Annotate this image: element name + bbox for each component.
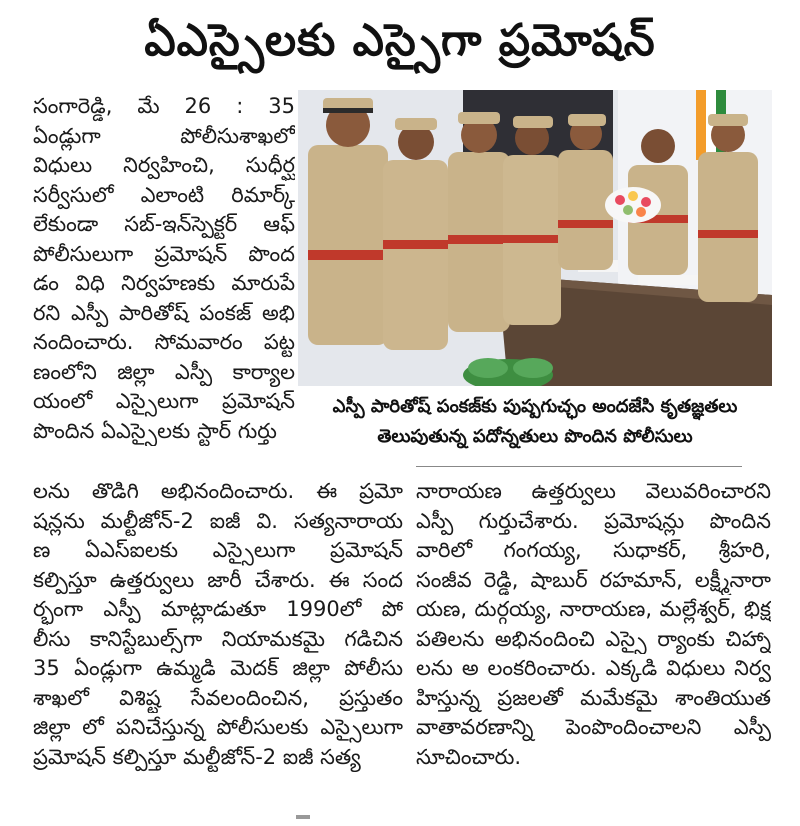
text-line: షన్లను మల్టీజోన్-2 ఐజీ వి. సత్యనారాయ	[33, 508, 403, 533]
article-column-left	[33, 92, 295, 446]
text-line: రని ఎస్పీ పారితోష్ పంకజ్ అభి	[33, 300, 295, 325]
text-line: ర్భంగా ఎస్పీ మాట్లాడుతూ 1990లో పో	[33, 597, 403, 621]
headline: ఏఎస్సైలకు ఎస్సైగా ప్రమోషన్	[144, 15, 656, 66]
text-line: ణంలోని జిల్లా ఎస్పీ కార్యాల	[33, 359, 295, 384]
photo-caption	[298, 392, 772, 464]
text-line: జిల్లా లో పనిచేస్తున్న పోలీసులకు ఎస్సైలుగా	[33, 715, 403, 739]
text-line: సర్వీసులో ఎలాంటి రిమార్క్	[33, 182, 295, 207]
article-column-right	[416, 477, 771, 772]
text-line: ణ ఏఎస్ఐలకు ఎస్సైలుగా ప్రమోషన్	[33, 538, 403, 562]
text-line: పతిలను అభినందించి ఎస్సై ర్యాంకు చిహ్నా	[416, 626, 771, 651]
text-line: పొందిన ఏఎస్సైలకు స్టార్ గుర్తు	[33, 418, 277, 443]
text-line: ప్రమోషన్ కల్పిస్తూ మల్టీజోన్-2 ఐజీ సత్య	[33, 744, 361, 769]
text-line: సూచించారు.	[416, 744, 522, 769]
text-line: ఎస్పీ గుర్తుచేశారు. ప్రమోషన్లు పొందిన	[416, 508, 771, 533]
text-line: నారాయణ ఉత్తర్వులు వెలువరించారని	[416, 479, 771, 503]
text-line: సంజీవ రెడ్డి, షాబుర్ రహమాన్, లక్ష్మీనారా	[416, 567, 771, 592]
text-line: పోలీసులుగా ప్రమోషన్ పొంద	[33, 241, 295, 266]
article-column-left-continued	[33, 477, 403, 772]
news-photo	[298, 90, 772, 386]
plant-icon	[463, 358, 553, 386]
page-mark	[296, 815, 310, 819]
text-line: ఏండ్లుగా పోలీసుశాఖలో	[33, 123, 295, 148]
text-line: లేకుండా సబ్-ఇన్‌స్పెక్టర్ ఆఫ్	[33, 212, 295, 236]
divider	[416, 466, 742, 467]
text-line: శాఖలో విశిష్ట సేవలందించిన, ప్రస్తుతం	[33, 685, 403, 710]
text-line: నందించారు. సోమవారం పట్ట	[33, 330, 295, 354]
caption-line: ఎస్పీ పారితోష్ పంకజ్‌కు పుష్పగుచ్ఛం అందజేసి కృతజ్ఞతలు	[332, 396, 738, 417]
flower-bouquet-icon	[605, 187, 661, 223]
text-line: లీసు కానిస్టేబుల్స్‌గా నియామకమై గడిచిన	[33, 626, 403, 651]
text-line: లను అ లంకరించారు. ఎక్కడి విధులు నిర్వ	[416, 656, 771, 680]
text-line: డం విధి నిర్వహణకు మారుపే	[33, 271, 295, 295]
text-line: యణ, దుర్గయ్య, నారాయణ, మల్లేశ్వర్, భిక్ష	[416, 597, 771, 621]
text-line: సంగారెడ్డి, మే 26 : 35	[33, 94, 295, 118]
text-line: 35 ఏండ్లుగా ఉమ్మడి మెదక్ జిల్లా పోలీసు	[33, 656, 403, 680]
text-line: హిస్తున్న ప్రజలతో మమేకమై శాంతియుత	[416, 685, 771, 710]
text-line: కల్పిస్తూ ఉత్తర్వులు జారీ చేశారు. ఈ సంద	[33, 567, 403, 592]
text-line: వారిలో గంగయ్య, సుధాకర్, శ్రీహరి,	[416, 538, 771, 562]
text-line: యంలో ఎస్సైలుగా ప్రమోషన్	[33, 389, 295, 413]
caption-line: తెలుపుతున్న పదోన్నతులు పొందిన పోలీసులు	[377, 426, 693, 447]
text-line: విధులు నిర్వహించి, సుధీర్ఘ	[33, 153, 295, 177]
text-line: వాతావరణాన్ని పెంపొందించాలని ఎస్పీ	[416, 715, 771, 739]
text-line: లను తొడిగి అభినందించారు. ఈ ప్రమో	[33, 479, 403, 503]
group-photo-police-officers	[298, 90, 772, 386]
